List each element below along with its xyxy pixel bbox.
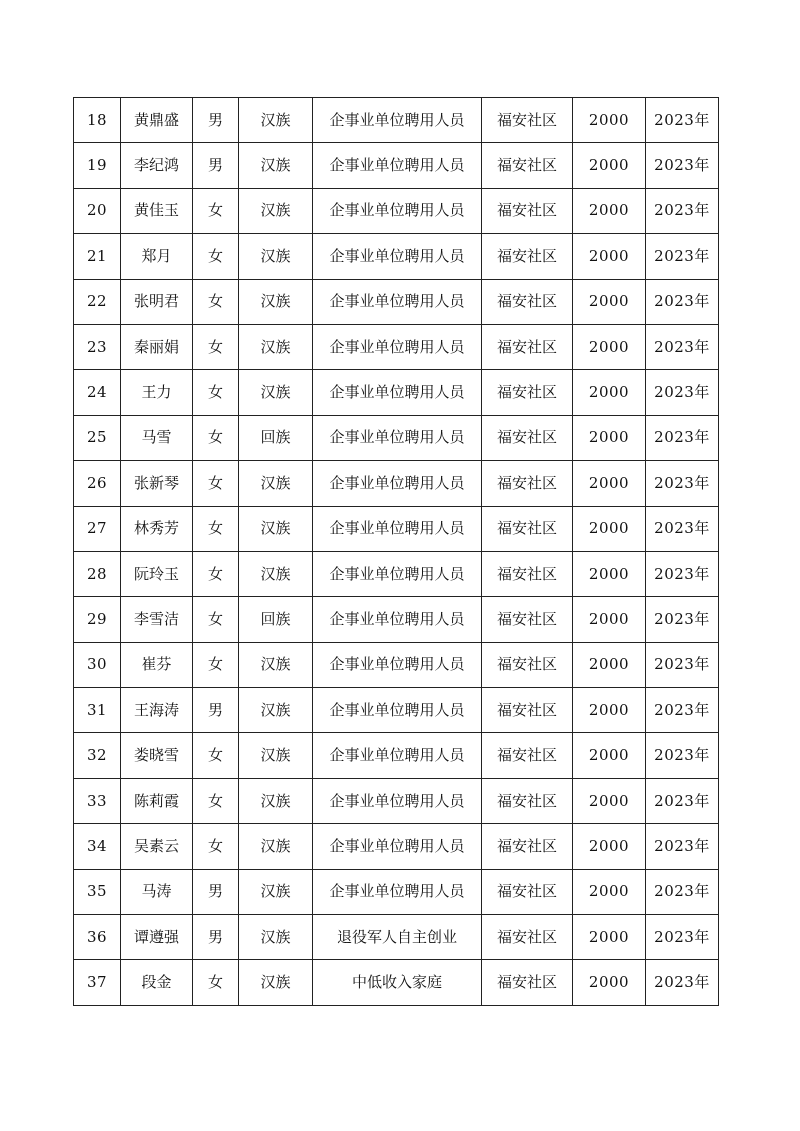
community-cell: 福安社区 bbox=[482, 461, 573, 506]
sex-cell: 女 bbox=[193, 279, 239, 324]
name-cell: 黄佳玉 bbox=[121, 188, 193, 233]
amount-cell: 2000 bbox=[573, 733, 646, 778]
year-cell: 2023年 bbox=[646, 234, 719, 279]
sex-cell: 男 bbox=[193, 915, 239, 960]
row-number-cell: 28 bbox=[74, 551, 121, 596]
name-cell: 马涛 bbox=[121, 869, 193, 914]
table-row bbox=[74, 324, 719, 369]
name-cell: 张新琴 bbox=[121, 461, 193, 506]
table-row bbox=[74, 551, 719, 596]
table-row bbox=[74, 778, 719, 823]
row-number-cell: 21 bbox=[74, 234, 121, 279]
table-row bbox=[74, 506, 719, 551]
row-number-cell: 27 bbox=[74, 506, 121, 551]
table-row bbox=[74, 597, 719, 642]
ethnicity-cell: 汉族 bbox=[239, 824, 313, 869]
ethnicity-cell: 汉族 bbox=[239, 279, 313, 324]
year-cell: 2023年 bbox=[646, 642, 719, 687]
table-row bbox=[74, 915, 719, 960]
name-cell: 李雪洁 bbox=[121, 597, 193, 642]
row-number-cell: 23 bbox=[74, 324, 121, 369]
ethnicity-cell: 汉族 bbox=[239, 915, 313, 960]
community-cell: 福安社区 bbox=[482, 234, 573, 279]
sex-cell: 男 bbox=[193, 98, 239, 143]
year-cell: 2023年 bbox=[646, 824, 719, 869]
amount-cell: 2000 bbox=[573, 688, 646, 733]
row-number-cell: 29 bbox=[74, 597, 121, 642]
community-cell: 福安社区 bbox=[482, 688, 573, 733]
year-cell: 2023年 bbox=[646, 869, 719, 914]
category-cell: 企事业单位聘用人员 bbox=[313, 98, 482, 143]
table-row bbox=[74, 370, 719, 415]
table-row bbox=[74, 415, 719, 460]
table-row bbox=[74, 188, 719, 233]
sex-cell: 女 bbox=[193, 415, 239, 460]
ethnicity-cell: 回族 bbox=[239, 415, 313, 460]
row-number-cell: 30 bbox=[74, 642, 121, 687]
name-cell: 陈莉霞 bbox=[121, 778, 193, 823]
community-cell: 福安社区 bbox=[482, 915, 573, 960]
year-cell: 2023年 bbox=[646, 915, 719, 960]
amount-cell: 2000 bbox=[573, 915, 646, 960]
category-cell: 退役军人自主创业 bbox=[313, 915, 482, 960]
amount-cell: 2000 bbox=[573, 778, 646, 823]
sex-cell: 女 bbox=[193, 778, 239, 823]
category-cell: 企事业单位聘用人员 bbox=[313, 324, 482, 369]
amount-cell: 2000 bbox=[573, 188, 646, 233]
name-cell: 阮玲玉 bbox=[121, 551, 193, 596]
community-cell: 福安社区 bbox=[482, 415, 573, 460]
community-cell: 福安社区 bbox=[482, 279, 573, 324]
name-cell: 娄晓雪 bbox=[121, 733, 193, 778]
category-cell: 企事业单位聘用人员 bbox=[313, 597, 482, 642]
ethnicity-cell: 汉族 bbox=[239, 688, 313, 733]
year-cell: 2023年 bbox=[646, 551, 719, 596]
year-cell: 2023年 bbox=[646, 324, 719, 369]
name-cell: 李纪鸿 bbox=[121, 143, 193, 188]
year-cell: 2023年 bbox=[646, 415, 719, 460]
category-cell: 企事业单位聘用人员 bbox=[313, 506, 482, 551]
community-cell: 福安社区 bbox=[482, 733, 573, 778]
category-cell: 企事业单位聘用人员 bbox=[313, 824, 482, 869]
sex-cell: 女 bbox=[193, 824, 239, 869]
year-cell: 2023年 bbox=[646, 279, 719, 324]
table-row bbox=[74, 688, 719, 733]
sex-cell: 女 bbox=[193, 324, 239, 369]
sex-cell: 女 bbox=[193, 461, 239, 506]
name-cell: 谭遵强 bbox=[121, 915, 193, 960]
name-cell: 崔芬 bbox=[121, 642, 193, 687]
category-cell: 企事业单位聘用人员 bbox=[313, 642, 482, 687]
table-row bbox=[74, 279, 719, 324]
row-number-cell: 18 bbox=[74, 98, 121, 143]
name-cell: 王力 bbox=[121, 370, 193, 415]
row-number-cell: 19 bbox=[74, 143, 121, 188]
amount-cell: 2000 bbox=[573, 143, 646, 188]
community-cell: 福安社区 bbox=[482, 824, 573, 869]
year-cell: 2023年 bbox=[646, 461, 719, 506]
category-cell: 企事业单位聘用人员 bbox=[313, 188, 482, 233]
amount-cell: 2000 bbox=[573, 824, 646, 869]
roster-table bbox=[73, 97, 719, 1006]
category-cell: 企事业单位聘用人员 bbox=[313, 869, 482, 914]
amount-cell: 2000 bbox=[573, 415, 646, 460]
sex-cell: 女 bbox=[193, 188, 239, 233]
amount-cell: 2000 bbox=[573, 960, 646, 1005]
category-cell: 企事业单位聘用人员 bbox=[313, 778, 482, 823]
table-row bbox=[74, 98, 719, 143]
roster-table-body bbox=[74, 98, 719, 1006]
name-cell: 林秀芳 bbox=[121, 506, 193, 551]
row-number-cell: 34 bbox=[74, 824, 121, 869]
table-row bbox=[74, 824, 719, 869]
community-cell: 福安社区 bbox=[482, 370, 573, 415]
sex-cell: 女 bbox=[193, 960, 239, 1005]
row-number-cell: 37 bbox=[74, 960, 121, 1005]
ethnicity-cell: 汉族 bbox=[239, 778, 313, 823]
amount-cell: 2000 bbox=[573, 461, 646, 506]
ethnicity-cell: 回族 bbox=[239, 597, 313, 642]
ethnicity-cell: 汉族 bbox=[239, 733, 313, 778]
year-cell: 2023年 bbox=[646, 370, 719, 415]
category-cell: 企事业单位聘用人员 bbox=[313, 415, 482, 460]
row-number-cell: 20 bbox=[74, 188, 121, 233]
year-cell: 2023年 bbox=[646, 688, 719, 733]
ethnicity-cell: 汉族 bbox=[239, 642, 313, 687]
name-cell: 马雪 bbox=[121, 415, 193, 460]
name-cell: 秦丽娟 bbox=[121, 324, 193, 369]
category-cell: 企事业单位聘用人员 bbox=[313, 234, 482, 279]
year-cell: 2023年 bbox=[646, 733, 719, 778]
table-row bbox=[74, 234, 719, 279]
community-cell: 福安社区 bbox=[482, 506, 573, 551]
row-number-cell: 22 bbox=[74, 279, 121, 324]
amount-cell: 2000 bbox=[573, 279, 646, 324]
ethnicity-cell: 汉族 bbox=[239, 506, 313, 551]
name-cell: 吴素云 bbox=[121, 824, 193, 869]
row-number-cell: 25 bbox=[74, 415, 121, 460]
sex-cell: 男 bbox=[193, 143, 239, 188]
sex-cell: 女 bbox=[193, 597, 239, 642]
row-number-cell: 35 bbox=[74, 869, 121, 914]
category-cell: 中低收入家庭 bbox=[313, 960, 482, 1005]
community-cell: 福安社区 bbox=[482, 98, 573, 143]
sex-cell: 女 bbox=[193, 733, 239, 778]
category-cell: 企事业单位聘用人员 bbox=[313, 733, 482, 778]
sex-cell: 男 bbox=[193, 688, 239, 733]
community-cell: 福安社区 bbox=[482, 778, 573, 823]
amount-cell: 2000 bbox=[573, 234, 646, 279]
row-number-cell: 32 bbox=[74, 733, 121, 778]
sex-cell: 男 bbox=[193, 869, 239, 914]
ethnicity-cell: 汉族 bbox=[239, 188, 313, 233]
table-row bbox=[74, 143, 719, 188]
ethnicity-cell: 汉族 bbox=[239, 960, 313, 1005]
table-row bbox=[74, 869, 719, 914]
amount-cell: 2000 bbox=[573, 324, 646, 369]
community-cell: 福安社区 bbox=[482, 597, 573, 642]
sex-cell: 女 bbox=[193, 642, 239, 687]
table-row bbox=[74, 642, 719, 687]
amount-cell: 2000 bbox=[573, 98, 646, 143]
category-cell: 企事业单位聘用人员 bbox=[313, 688, 482, 733]
amount-cell: 2000 bbox=[573, 597, 646, 642]
ethnicity-cell: 汉族 bbox=[239, 98, 313, 143]
table-row bbox=[74, 960, 719, 1005]
community-cell: 福安社区 bbox=[482, 551, 573, 596]
year-cell: 2023年 bbox=[646, 188, 719, 233]
amount-cell: 2000 bbox=[573, 869, 646, 914]
community-cell: 福安社区 bbox=[482, 869, 573, 914]
row-number-cell: 36 bbox=[74, 915, 121, 960]
amount-cell: 2000 bbox=[573, 551, 646, 596]
name-cell: 张明君 bbox=[121, 279, 193, 324]
ethnicity-cell: 汉族 bbox=[239, 461, 313, 506]
row-number-cell: 33 bbox=[74, 778, 121, 823]
year-cell: 2023年 bbox=[646, 506, 719, 551]
name-cell: 黄鼎盛 bbox=[121, 98, 193, 143]
sex-cell: 女 bbox=[193, 234, 239, 279]
amount-cell: 2000 bbox=[573, 370, 646, 415]
category-cell: 企事业单位聘用人员 bbox=[313, 551, 482, 596]
category-cell: 企事业单位聘用人员 bbox=[313, 143, 482, 188]
year-cell: 2023年 bbox=[646, 960, 719, 1005]
year-cell: 2023年 bbox=[646, 778, 719, 823]
ethnicity-cell: 汉族 bbox=[239, 370, 313, 415]
sex-cell: 女 bbox=[193, 506, 239, 551]
table-row bbox=[74, 733, 719, 778]
row-number-cell: 26 bbox=[74, 461, 121, 506]
ethnicity-cell: 汉族 bbox=[239, 324, 313, 369]
sex-cell: 女 bbox=[193, 551, 239, 596]
ethnicity-cell: 汉族 bbox=[239, 234, 313, 279]
name-cell: 王海涛 bbox=[121, 688, 193, 733]
name-cell: 段金 bbox=[121, 960, 193, 1005]
row-number-cell: 24 bbox=[74, 370, 121, 415]
ethnicity-cell: 汉族 bbox=[239, 869, 313, 914]
year-cell: 2023年 bbox=[646, 597, 719, 642]
sex-cell: 女 bbox=[193, 370, 239, 415]
community-cell: 福安社区 bbox=[482, 188, 573, 233]
year-cell: 2023年 bbox=[646, 143, 719, 188]
community-cell: 福安社区 bbox=[482, 960, 573, 1005]
amount-cell: 2000 bbox=[573, 506, 646, 551]
community-cell: 福安社区 bbox=[482, 143, 573, 188]
table-row bbox=[74, 461, 719, 506]
category-cell: 企事业单位聘用人员 bbox=[313, 279, 482, 324]
name-cell: 郑月 bbox=[121, 234, 193, 279]
community-cell: 福安社区 bbox=[482, 642, 573, 687]
category-cell: 企事业单位聘用人员 bbox=[313, 370, 482, 415]
year-cell: 2023年 bbox=[646, 98, 719, 143]
ethnicity-cell: 汉族 bbox=[239, 143, 313, 188]
amount-cell: 2000 bbox=[573, 642, 646, 687]
ethnicity-cell: 汉族 bbox=[239, 551, 313, 596]
community-cell: 福安社区 bbox=[482, 324, 573, 369]
category-cell: 企事业单位聘用人员 bbox=[313, 461, 482, 506]
row-number-cell: 31 bbox=[74, 688, 121, 733]
